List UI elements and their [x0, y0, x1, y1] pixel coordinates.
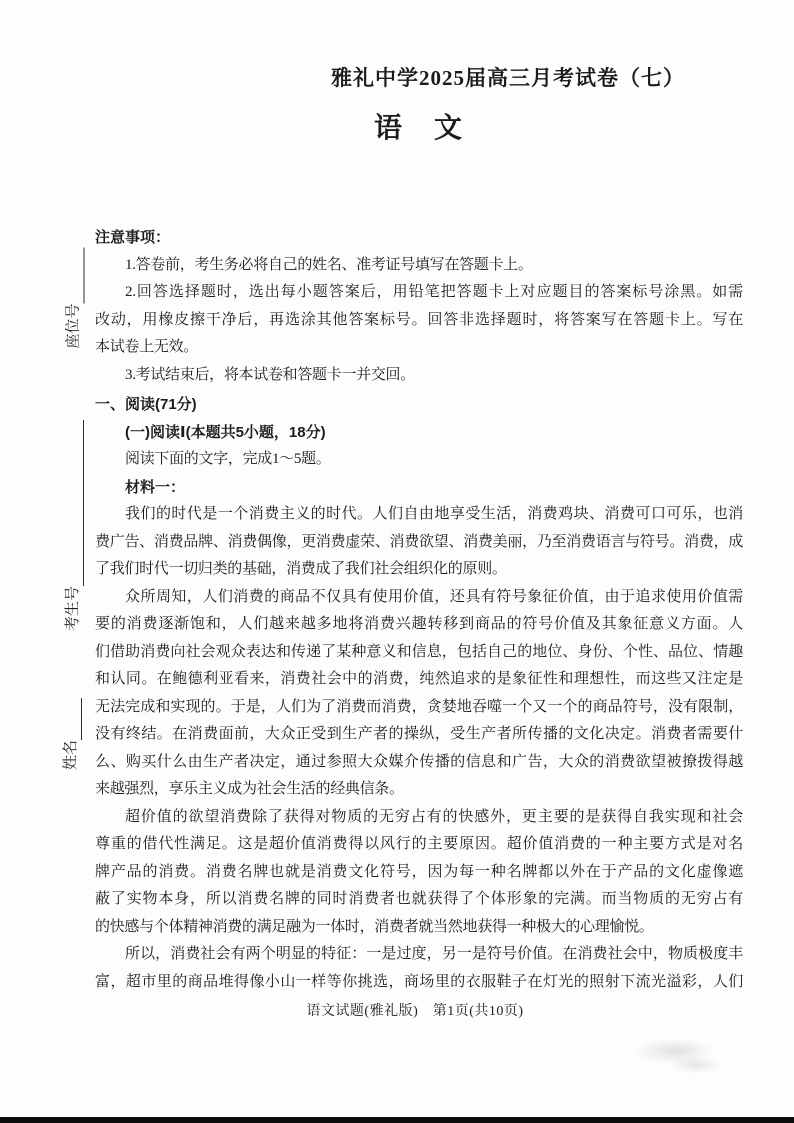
part-one-heading: 一、阅读(71分): [95, 396, 197, 413]
body-line: 我们的时代是一个消费主义的时代。人们自由地享受生活，消费鸡块、消费可口可乐，也消: [125, 506, 743, 522]
body-line: 来越强烈，享乐主义成为社会生活的经典信条。: [95, 781, 404, 797]
seat-number-blank-line: [68, 247, 85, 303]
notice-line: 2.回答选择题时，选出每小题答案后，用铅笔把答题卡上对应题目的答案标号涂黑。如需: [125, 284, 743, 300]
body-paragraph: [95, 501, 743, 584]
reading-passage: [95, 501, 743, 996]
candidate-number-label: 考生号: [65, 585, 81, 631]
reading-instruction: 阅读下面的文字，完成1～5题。: [125, 451, 331, 467]
body-line: 牌产品的消费。消费名牌也就是消费文化符号，因为每一种名牌都以外在于产品的文化虚像遮: [95, 863, 743, 880]
body-line: 么、购买什么由生产者决定，通过参照大众媒介传播的信息和广告，大众的消费欲望被撩拨得越: [95, 753, 743, 770]
name-label: 姓名: [63, 739, 79, 770]
body-line: 和认同。在鲍德利亚看来，消费社会中的消费，纯然追求的是象征性和理想性，而这些又注定是: [95, 671, 743, 687]
notice-line: 1.答卷前，考生务必将自己的姓名、准考证号填写在答题卡上。: [125, 256, 533, 273]
body-paragraph: [95, 941, 743, 996]
notice-heading: 注意事项：: [95, 229, 171, 246]
margin-label-name: [60, 690, 82, 770]
scan-edge-bar: [0, 1117, 794, 1123]
seat-number-label: 座位号: [65, 303, 82, 349]
body-line: 费广告、消费品牌、消费偶像，更消费虚荣、消费欲望、消费美丽，乃至消费语言与符号。消费，成: [95, 533, 743, 550]
section-headings: [95, 391, 743, 501]
body-line: 要的消费逐渐饱和，人们越来越多地将消费兴趣转移到商品的符号价值及其象征意义方面。人: [95, 616, 743, 632]
notice-section: [95, 224, 743, 389]
body-line: 超价值的欲望消费除了获得对物质的无穷占有的快感外，更主要的是获得自我实现和社会: [125, 808, 743, 825]
name-blank-line: [65, 698, 82, 740]
body-line: 富，超市里的商品堆得像小山一样等你挑选，商场里的衣服鞋子在灯光的照射下流光溢彩，人们: [95, 973, 743, 990]
notice-line: 3.考试结束后，将本试卷和答题卡一并交回。: [125, 366, 415, 383]
margin-label-seat-number: [63, 234, 85, 349]
exam-subject: 语 文: [374, 112, 465, 143]
body-line: 们借助消费向社会观众表达和传递了某种意义和信息，包括自己的地位、身份、个性、品位、情趣: [95, 643, 743, 660]
body-line: 了我们时代一切归类的基础，消费成了我们社会组织化的原则。: [95, 561, 507, 577]
reading-one-subheading: (一)阅读Ⅰ(本题共5小题，18分): [125, 423, 326, 441]
page-footer: 语文试题(雅礼版) 第1页(共10页): [306, 1004, 524, 1019]
notice-line: 本试卷上无效。: [95, 339, 198, 355]
body-line: 无法完成和实现的。于是，人们为了消费而消费，贪婪地吞噬一个又一个的商品符号，没有限制，: [95, 698, 743, 715]
body-line: 所以，消费社会有两个明显的特征：一是过度，另一是符号价值。在消费社会中，物质极度丰: [125, 946, 743, 962]
body-line: 尊重的借代性满足。这是超价值消费得以风行的主要原因。超价值消费的一种主要方式是对名: [95, 836, 743, 852]
notice-line: 改动，用橡皮擦干净后，再选涂其他答案标号。回答非选择题时，将答案写在答题卡上。写在: [95, 311, 743, 328]
material-one-label: 材料一：: [125, 478, 186, 496]
body-line: 没有终结。在消费面前，大众正受到生产者的操纵，受生产者所传播的文化决定。消费者需要什: [95, 726, 743, 742]
body-line: 众所周知，人们消费的商品不仅具有使用价值，还具有符号象征价值，由于追求使用价值需: [125, 588, 743, 605]
body-line: 蔽了实物本身，所以消费名牌的同时消费者也就获得了个体形象的完满。而当物质的无穷占有: [95, 891, 743, 907]
margin-label-candidate-number: [62, 411, 84, 631]
candidate-number-blank-line: [67, 420, 84, 586]
scan-smudge: [668, 1056, 723, 1074]
body-paragraph: [95, 584, 743, 804]
exam-title: 雅礼中学2025届高三月考试卷（七）: [331, 66, 685, 90]
body-line: 的快感与个体精神消费的满足融为一体时，消费者就当然地获得一种极大的心理愉悦。: [95, 918, 654, 935]
scan-smudge: [635, 1038, 715, 1064]
body-paragraph: [95, 804, 743, 942]
